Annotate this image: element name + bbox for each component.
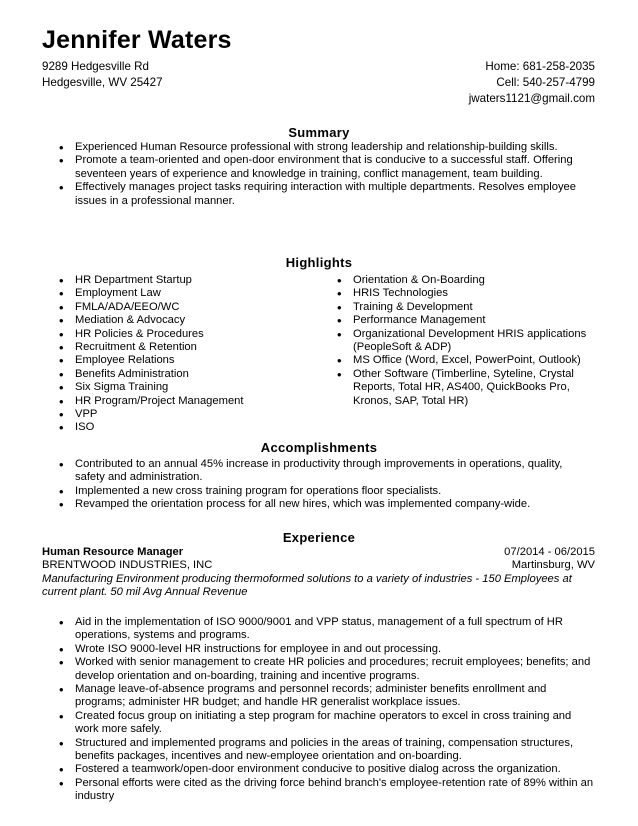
- list-item: • Wrote ISO 9000-level HR instructions for employee in and out processing.: [75, 643, 595, 656]
- address-block: [42, 59, 163, 91]
- job-location: Martinsburg, WV: [511, 559, 595, 572]
- job-description: Manufacturing Environment producing thermoformed solutions to a variety of industries - 150 Employees at current plant. 50 mil Avg Annual Revenue: [42, 572, 572, 599]
- list-item: • Promote a team-oriented and open-door environment that is conducive to a successful staff. Offering seventeen years of experience and knowledge in training, conflict management, team building.: [75, 154, 595, 181]
- list-item: • Performance Management: [353, 314, 598, 327]
- experience-list: [75, 616, 595, 804]
- highlights-left-list: [75, 274, 315, 435]
- list-item: • Structured and implemented programs and policies in the areas of training, compensation structures, benefits packages, incentives and new-employee orientation and on-boarding.: [75, 737, 595, 764]
- list-item: • VPP: [75, 408, 315, 421]
- list-item: • HR Program/Project Management: [75, 395, 315, 408]
- accomplishments-title: Accomplishments: [260, 440, 378, 455]
- list-item: • Orientation & On-Boarding: [353, 274, 598, 287]
- job-header: [42, 546, 595, 600]
- list-item: • Created focus group on initiating a step program for machine operators to excel in cross training and work more safely.: [75, 710, 595, 737]
- list-item: • Effectively manages project tasks requiring interaction with multiple departments. Resolves employee issues in a professional manner.: [75, 181, 595, 208]
- address-line-1: 9289 Hedgesville Rd: [42, 60, 149, 73]
- list-item: • Training & Development: [353, 301, 598, 314]
- job-role: Human Resource Manager: [42, 546, 184, 558]
- list-item: • HRIS Technologies: [353, 287, 598, 300]
- list-item: • Benefits Administration: [75, 368, 315, 381]
- list-item: • FMLA/ADA/EEO/WC: [75, 301, 315, 314]
- list-item: • Recruitment & Retention: [75, 341, 315, 354]
- summary-list: [75, 141, 595, 208]
- list-item: • MS Office (Word, Excel, PowerPoint, Outlook): [353, 354, 598, 367]
- list-item: • HR Department Startup: [75, 274, 315, 287]
- list-item: • Employee Relations: [75, 354, 315, 367]
- list-item: • Other Software (Timberline, Syteline, Crystal Reports, Total HR, AS400, QuickBooks Pro, Kronos, SAP, Total HR): [353, 368, 598, 408]
- list-item: • Personal efforts were cited as the driving force behind branch's employee-retention rate of 89% within an industry: [75, 777, 595, 804]
- list-item: • Manage leave-of-absence programs and personnel records; administer benefits enrollment and programs; administer HR budget; and handle HR generalist workplace issues.: [75, 683, 595, 710]
- job-dates: 07/2014 - 06/2015: [504, 546, 595, 558]
- highlights-title: Highlights: [285, 255, 353, 270]
- list-item: • Fostered a teamwork/open-door environment conducive to positive dialog across the organization.: [75, 763, 595, 776]
- experience-title: Experience: [282, 530, 356, 545]
- cell-phone: Cell: 540-257-4799: [496, 76, 595, 89]
- list-item: • Organizational Development HRIS applications (PeopleSoft & ADP): [353, 328, 598, 355]
- list-item: • Contributed to an annual 45% increase in productivity through improvements in operations, quality, safety and administration.: [75, 458, 595, 485]
- summary-title: Summary: [288, 125, 350, 140]
- contact-block: [469, 59, 595, 107]
- candidate-name: Jennifer Waters: [42, 26, 232, 54]
- list-item: • Aid in the implementation of ISO 9000/9001 and VPP status, management of a full spectrum of HR operations, systems and programs.: [75, 616, 595, 643]
- job-company: BRENTWOOD INDUSTRIES, INC: [42, 559, 213, 572]
- list-item: • Employment Law: [75, 287, 315, 300]
- list-item: • Implemented a new cross training program for operations floor specialists.: [75, 485, 595, 498]
- list-item: • Worked with senior management to create HR policies and procedures; recruit employees; benefits; and develop orientation and on-boarding, training and incentive programs.: [75, 656, 595, 683]
- list-item: • Six Sigma Training: [75, 381, 315, 394]
- list-item: • Mediation & Advocacy: [75, 314, 315, 327]
- accomplishments-list: [75, 458, 595, 512]
- email-link[interactable]: jwaters1121@gmail.com: [468, 92, 595, 105]
- highlights-right-list: [353, 274, 598, 408]
- home-phone: Home: 681-258-2035: [485, 60, 595, 73]
- list-item: • Experienced Human Resource professional with strong leadership and relationship-building skills.: [75, 141, 595, 154]
- list-item: • HR Policies & Procedures: [75, 328, 315, 341]
- list-item: • ISO: [75, 421, 315, 434]
- list-item: • Revamped the orientation process for all new hires, which was implemented company-wide.: [75, 498, 595, 511]
- address-line-2: Hedgesville, WV 25427: [42, 76, 163, 89]
